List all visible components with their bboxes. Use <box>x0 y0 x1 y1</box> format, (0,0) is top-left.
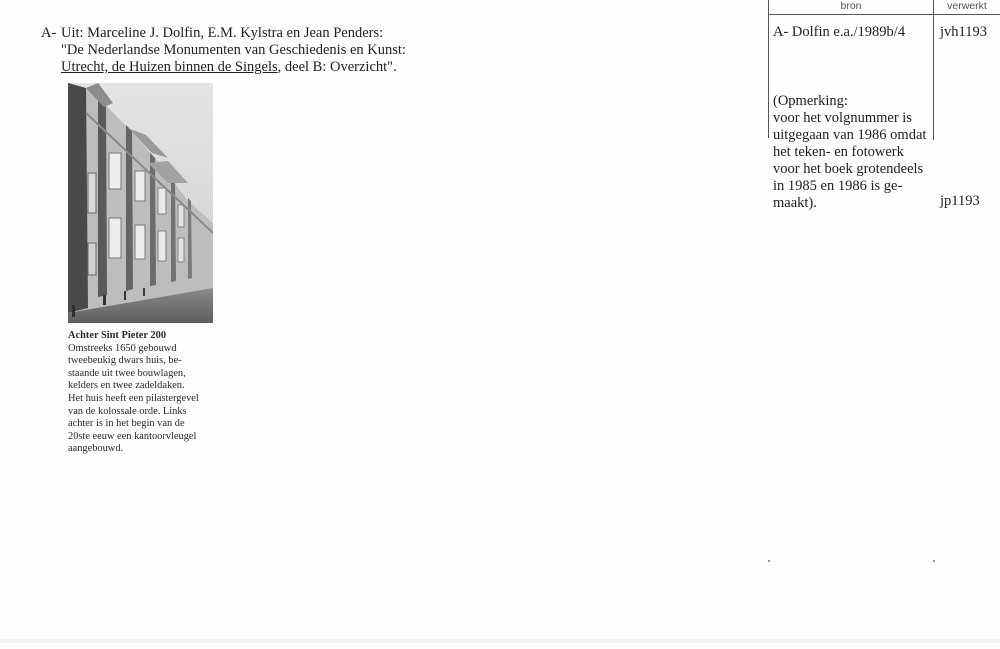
verwerkt-entry: jvh1193 <box>940 24 987 40</box>
citation-line-3 <box>61 59 406 76</box>
remark-line: voor het boek grotendeels <box>773 161 924 177</box>
scan-speck <box>933 560 935 562</box>
caption-line: tweebeukig dwars huis, be- <box>68 355 182 367</box>
bron-entry: A- Dolfin e.a./1989b/4 <box>773 24 906 40</box>
citation-marker: A- <box>41 25 57 41</box>
table-column-divider <box>933 0 934 140</box>
citation-line-1: Uit: Marceline J. Dolfin, E.M. Kylstra en Jean Penders: <box>61 25 384 41</box>
caption-line: Het huis heeft een pilastergevel <box>68 392 199 404</box>
citation-line-2: "De Nederlandse Monumenten van Geschiedenis en Kunst: <box>61 42 406 58</box>
remark-line: uitgegaan van 1986 omdat <box>773 127 927 143</box>
citation-line-3-rest: , deel B: Overzicht". <box>277 59 397 75</box>
caption-line: Omstreeks 1650 gebouwd <box>68 342 177 354</box>
header-bron: bron <box>840 0 862 12</box>
building-photo <box>68 83 213 323</box>
remark-verwerkt-entry: jp1193 <box>940 193 980 209</box>
remark-line: (Opmerking: <box>773 93 848 109</box>
page-bottom-edge <box>0 639 1000 643</box>
table-left-border <box>768 0 769 138</box>
caption-line: achter is in het begin van de <box>68 418 185 430</box>
caption-line: aangebouwd. <box>68 443 124 455</box>
caption-line: staande uit twee bouwlagen, <box>68 367 186 379</box>
remark-line: het teken- en fotowerk <box>773 144 904 160</box>
caption-line: van de kolossale orde. Links <box>68 405 187 417</box>
remark-line: voor het volgnummer is <box>773 110 912 126</box>
remark-note <box>773 93 926 212</box>
header-verwerkt: verwerkt <box>947 0 987 12</box>
photo-caption <box>68 330 238 456</box>
book-title: Utrecht, de Huizen binnen de Singels <box>61 59 278 75</box>
scan-speck <box>768 560 770 562</box>
table-header-rule <box>768 14 1000 15</box>
caption-title: Achter Sint Pieter 200 <box>68 330 167 341</box>
remark-line: in 1985 en 1986 is ge- <box>773 178 903 194</box>
remark-line: maakt). <box>773 195 817 211</box>
caption-line: kelders en twee zadeldaken. <box>68 380 185 392</box>
caption-line: 20ste eeuw een kantoorvleugel <box>68 430 197 442</box>
